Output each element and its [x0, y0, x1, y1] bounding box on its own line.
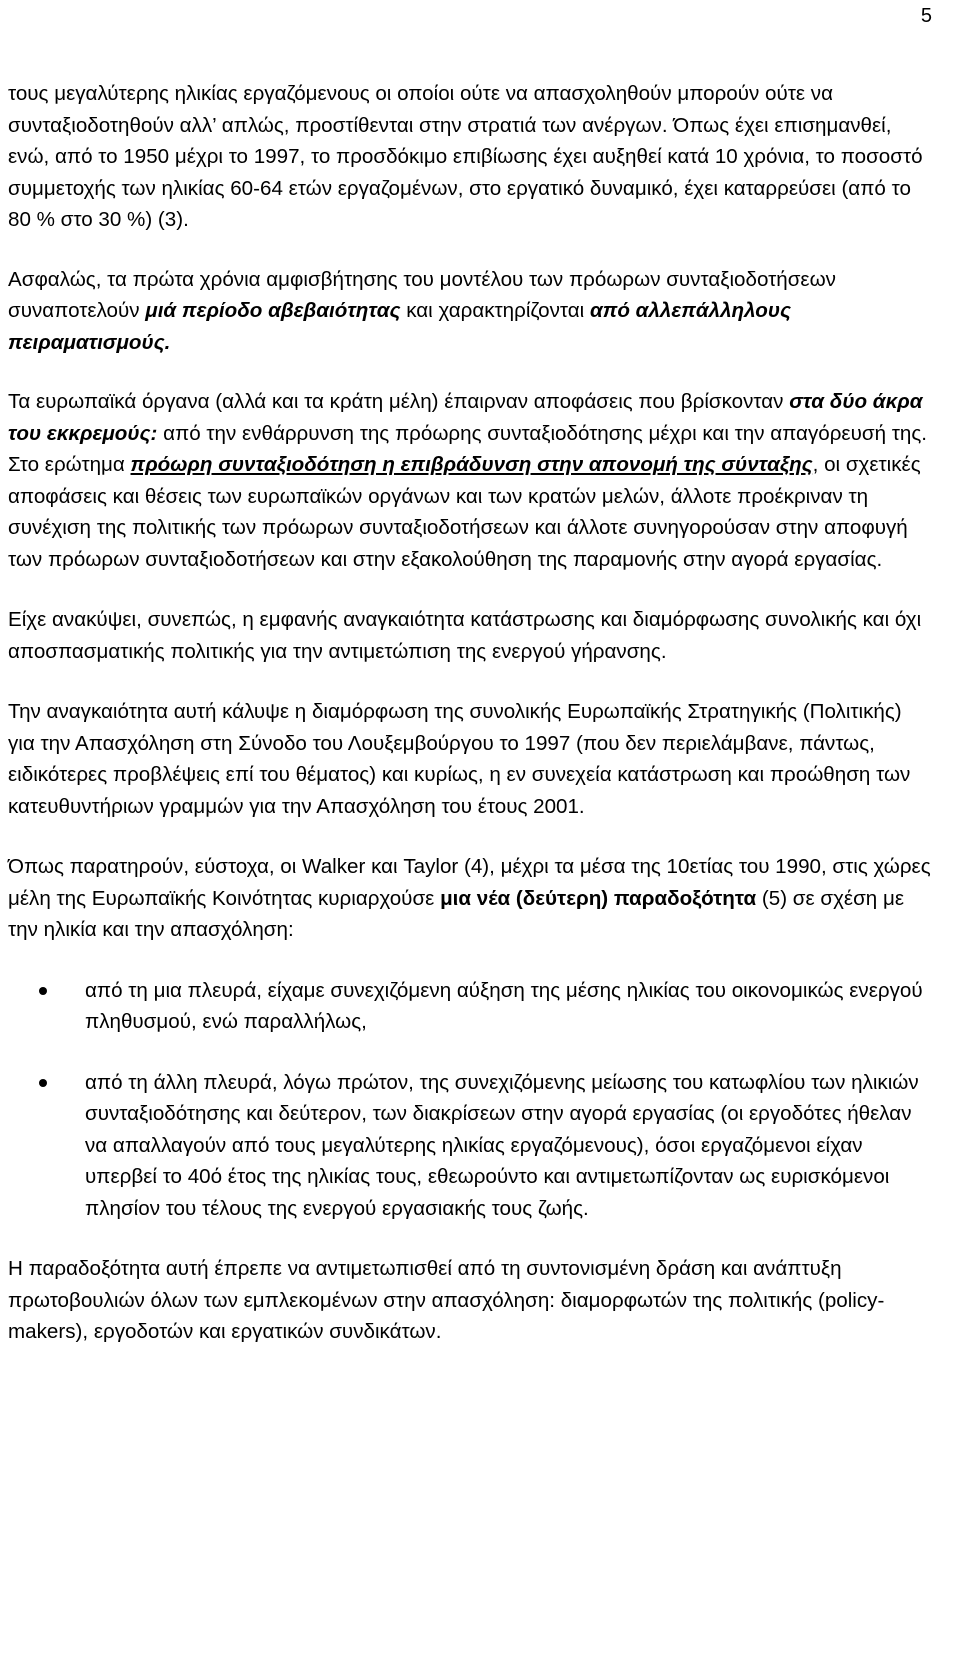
- paragraph-7: Η παραδοξότητα αυτή έπρεπε να αντιμετωπισθεί από τη συντονισμένη δράση και ανάπτυξη πρωτοβουλιών όλων των εμπλεκομένων στην απασχόληση: διαμορφωτών της πολιτικής (policy-makers), εργοδοτών και εργατικών συνδικάτων.: [8, 1257, 885, 1343]
- paragraph-6: [8, 851, 933, 946]
- paragraph-3: [8, 386, 933, 575]
- list-item: [8, 975, 933, 1038]
- paragraph-3-emphasis-1: στα δύο άκρα του εκκρεμούς:: [8, 390, 923, 445]
- paragraph-3-text-2: από την ενθάρρυνση της πρόωρης συνταξιοδότησης μέχρι και την απαγόρευσή της. Στο ερώτημα: [8, 421, 927, 476]
- page-number: 5: [920, 5, 932, 27]
- list-item-text: από τη μια πλευρά, είχαμε συνεχιζόμενη αύξηση της μέσης ηλικίας του οικονομικώς ενεργού πληθυσμού, ενώ παραλλήλως,: [85, 978, 923, 1033]
- paragraph-4: Είχε ανακύψει, συνεπώς, η εμφανής αναγκαιότητα κατάστρωσης και διαμόρφωσης συνολικής και όχι αποσπασματικής πολιτικής για την αντιμετώπιση της ενεργού γήρανσης.: [8, 608, 922, 663]
- paragraph-3-text-1: Τα ευρωπαϊκά όργανα (αλλά και τα κράτη μέλη) έπαιρναν αποφάσεις που βρίσκονταν: [8, 390, 790, 413]
- paragraph-6-text-2: (5) σε σχέση με την ηλικία και την απασχόληση:: [8, 886, 905, 941]
- paragraph-2-text-1: Ασφαλώς, τα πρώτα χρόνια αμφισβήτησης του μοντέλου των πρόωρων συνταξιοδοτήσεων συναποτελούν: [8, 267, 836, 322]
- paragraph-2: [8, 264, 933, 359]
- paragraph-1: τους μεγαλύτερης ηλικίας εργαζόμενους οι οποίοι ούτε να απασχοληθούν μπορούν ούτε να συνταξιοδοτηθούν αλλ’ απλώς, προστίθενται στην στρατιά των ανέργων. Όπως έχει επισημανθεί, ενώ, από το 1950 μέχρι το 1997, το προσδόκιμο επιβίωσης έχει αυξηθεί κατά 10 χρόνια, το ποσοστό συμμετοχής των ηλικίας 60-64 ετών εργαζομένων, στο εργατικό δυναμικό, έχει καταρρεύσει (από το 80 % στο 30 %) (3).: [8, 82, 923, 231]
- paragraph-2-emphasis-1: μιά περίοδο αβεβαιότητας: [145, 299, 401, 322]
- paragraph-3-text-3: , οι σχετικές αποφάσεις και θέσεις των ευρωπαϊκών οργάνων και των κρατών μελών, άλλοτε προέκριναν τη συνέχιση της πολιτικής των πρόωρων συνταξιοδοτήσεων και άλλοτε συνηγορούσαν στην αποφυγή των πρόωρων συνταξιοδοτήσεων και στην εξακολούθηση της παραμονής στην αγορά εργασίας.: [8, 453, 921, 571]
- paragraph-5: Την αναγκαιότητα αυτή κάλυψε η διαμόρφωση της συνολικής Ευρωπαϊκής Στρατηγικής (Πολιτικής) για την Απασχόληση στη Σύνοδο του Λουξεμβούργου το 1997 (που δεν περιελάμβανε, πάντως, ειδικότερες προβλέψεις επί του θέματος) και κυρίως, η εν συνεχεία κατάστρωση και προώθηση των κατευθυντήριων γραμμών για την Απασχόληση του έτους 2001.: [8, 700, 911, 818]
- paragraph-6-text-1: Όπως παρατηρούν, εύστοχα, οι Walker και Taylor (4), μέχρι τα μέσα της 10ετίας του 1990, στις χώρες μέλη της Ευρωπαϊκής Κοινότητας κυριαρχούσε: [8, 855, 931, 910]
- paragraph-6-bold-1: μια νέα (δεύτερη) παραδοξότητα: [440, 886, 757, 910]
- bullet-list: [8, 975, 933, 1225]
- list-item: [8, 1067, 933, 1225]
- paragraph-2-emphasis-2: από αλλεπάλληλους πειραματισμούς.: [8, 299, 791, 354]
- paragraph-3-emphasis-2: πρόωρη συνταξιοδότηση η επιβράδυνση στην απονομή της σύνταξης: [130, 453, 813, 476]
- paragraph-2-text-2: και χαρακτηρίζονται: [400, 299, 590, 322]
- bullet-icon: [39, 1079, 47, 1087]
- bullet-icon: [39, 987, 47, 995]
- document-body: [8, 78, 933, 1377]
- list-item-text: από τη άλλη πλευρά, λόγω πρώτον, της συνεχιζόμενης μείωσης του κατωφλίου των ηλικιών συνταξιοδότησης και δεύτερον, των διακρίσεων στην αγορά εργασίας (οι εργοδότες ήθελαν να απαλλαγούν από τους μεγαλύτερης ηλικίας εργαζόμενους), όσοι εργαζόμενοι είχαν υπερβεί το 40ό έτος της ηλικίας τους, εθεωρούντο και αντιμετωπίζονταν ως ευρισκόμενοι πλησίον του τέλους της ενεργού εργασιακής τους ζωής.: [85, 1070, 919, 1220]
